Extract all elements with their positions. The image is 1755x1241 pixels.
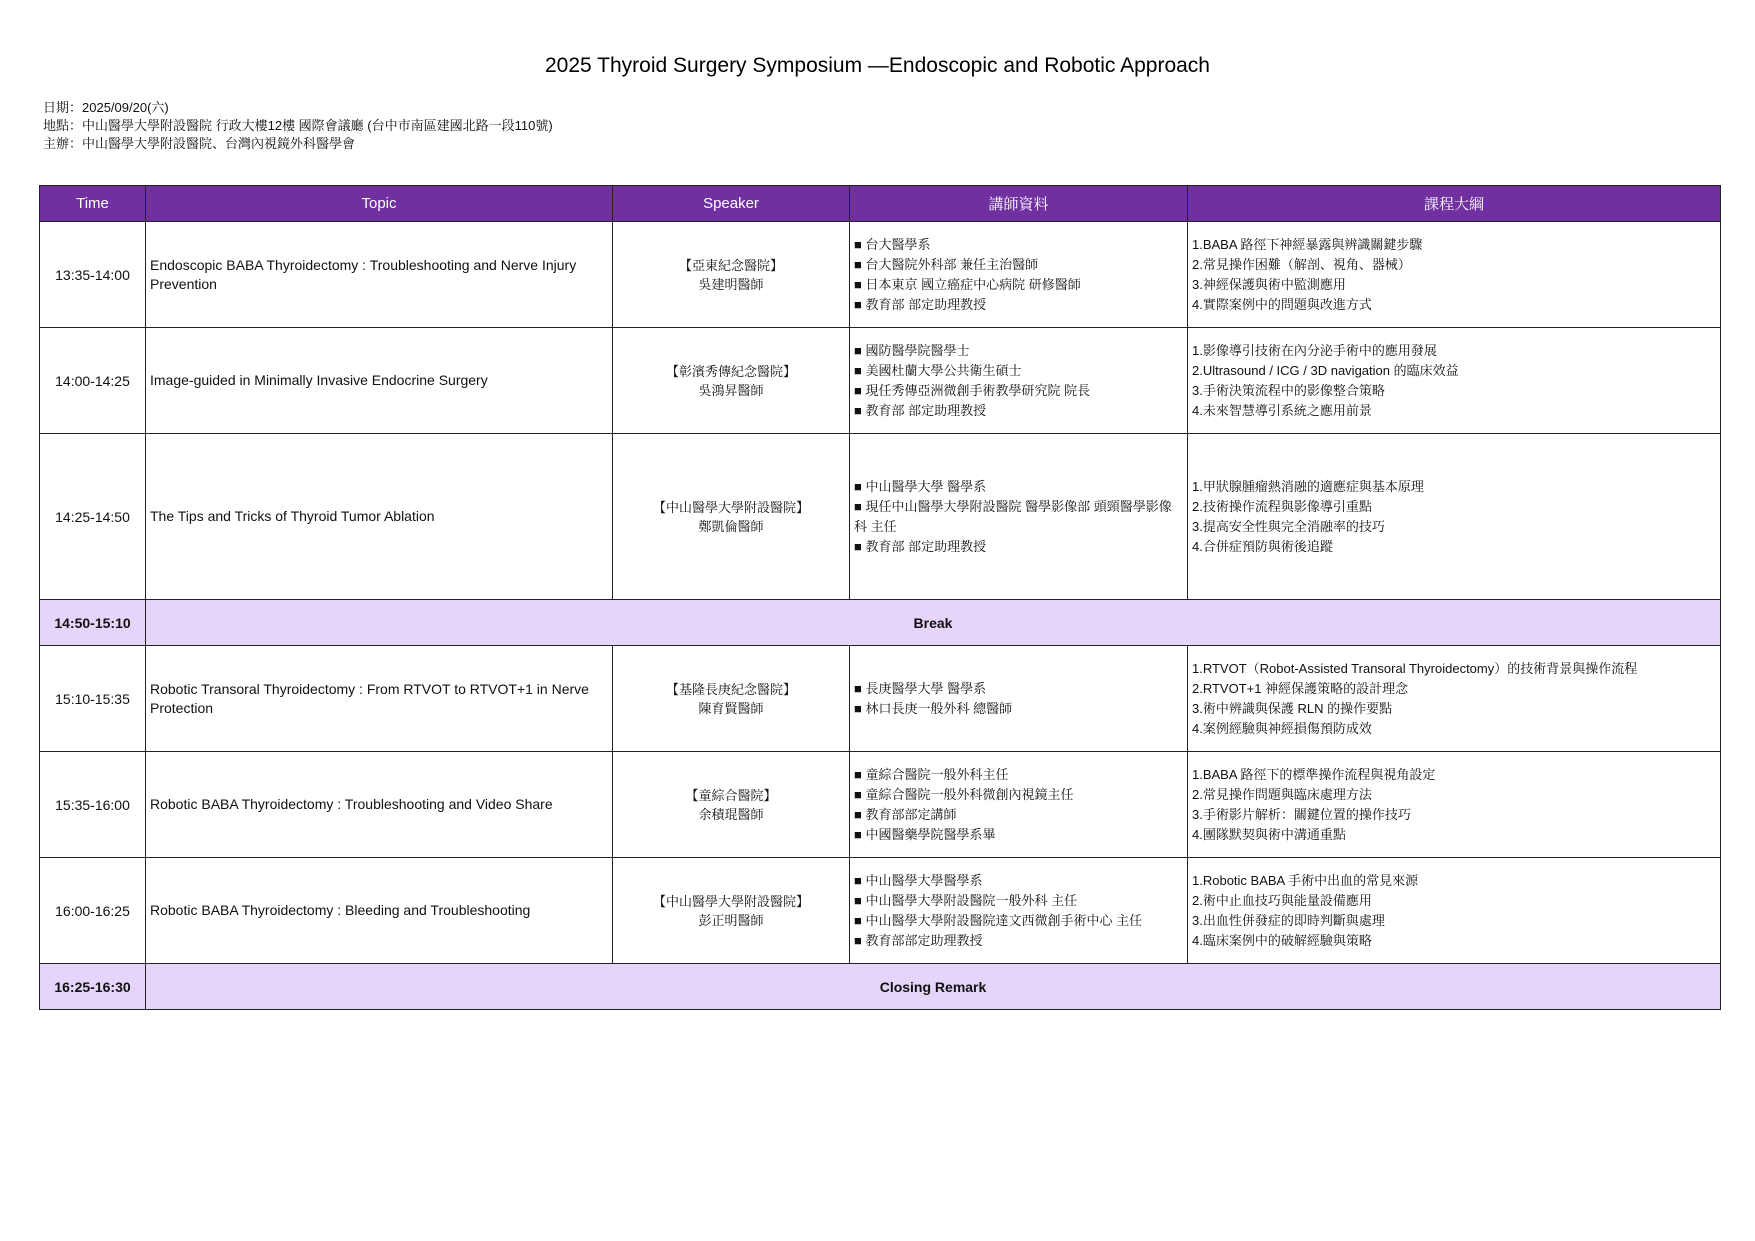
outline-line: 2.Ultrasound / ICG / 3D navigation 的臨床效益 [1192, 362, 1459, 378]
session-topic: Endoscopic BABA Thyroidectomy : Troubleshooting and Nerve Injury Prevention [146, 222, 613, 328]
break-time: 14:50-15:10 [40, 600, 146, 646]
bio-line: ■ 中山醫學大學醫學系 [854, 872, 983, 888]
bio-line: ■ 台大醫學系 [854, 236, 931, 252]
speaker-hospital: 【中山醫學大學附設醫院】 [652, 499, 809, 515]
bio-line: ■ 教育部 部定助理教授 [854, 296, 987, 312]
bio-line: ■ 教育部部定助理教授 [854, 932, 983, 948]
table-row [40, 858, 1721, 964]
session-speaker [613, 222, 850, 328]
speaker-bio [850, 222, 1188, 328]
outline-line: 4.團隊默契與術中溝通重點 [1192, 826, 1346, 842]
speaker-bio [850, 858, 1188, 964]
header-time: Time [40, 186, 146, 222]
course-outline [1188, 752, 1721, 858]
outline-line: 4.未來智慧導引系統之應用前景 [1192, 402, 1372, 418]
speaker-name: 吳建明醫師 [698, 276, 764, 292]
event-location: 地點：中山醫學大學附設醫院 行政大樓12樓 國際會議廳 (台中市南區建國北路一段110號) [43, 118, 553, 133]
bio-line: ■ 台大醫院外科部 兼任主治醫師 [854, 256, 1039, 272]
event-info [43, 99, 553, 153]
header-bio: 講師資料 [850, 186, 1188, 222]
page-title: 2025 Thyroid Surgery Symposium —Endoscopic and Robotic Approach [545, 54, 1210, 77]
course-outline [1188, 222, 1721, 328]
table-row [40, 328, 1721, 434]
outline-line: 2.常見操作困難（解剖、視角、器械） [1192, 256, 1411, 272]
session-time: 14:25-14:50 [40, 434, 146, 600]
break-label: Break [146, 600, 1721, 646]
session-speaker [613, 752, 850, 858]
bio-line: ■ 現任秀傳亞洲微創手術教學研究院 院長 [854, 382, 1091, 398]
table-row [40, 222, 1721, 328]
bio-line: ■ 日本東京 國立癌症中心病院 研修醫師 [854, 276, 1081, 292]
bio-line: ■ 國防醫學院醫學士 [854, 342, 970, 358]
speaker-hospital: 【基隆長庚紀念醫院】 [665, 681, 796, 697]
course-outline [1188, 434, 1721, 600]
table-row [40, 434, 1721, 600]
event-date: 日期：2025/09/20(六) [43, 100, 169, 115]
outline-line: 2.技術操作流程與影像導引重點 [1192, 498, 1372, 514]
speaker-hospital: 【亞東紀念醫院】 [678, 257, 783, 273]
speaker-hospital: 【彰濱秀傳紀念醫院】 [665, 363, 796, 379]
speaker-bio [850, 646, 1188, 752]
speaker-bio [850, 752, 1188, 858]
outline-line: 1.甲狀腺腫瘤熱消融的適應症與基本原理 [1192, 478, 1424, 494]
bio-line: ■ 中山醫學大學 醫學系 [854, 478, 987, 494]
table-row [40, 646, 1721, 752]
outline-line: 3.出血性併發症的即時判斷與處理 [1192, 912, 1385, 928]
outline-line: 3.手術影片解析：關鍵位置的操作技巧 [1192, 806, 1411, 822]
course-outline [1188, 328, 1721, 434]
bio-line: ■ 中山醫學大學附設醫院達文西微創手術中心 主任 [854, 912, 1143, 928]
session-speaker [613, 646, 850, 752]
bio-line: ■ 長庚醫學大學 醫學系 [854, 680, 987, 696]
session-topic: Robotic Transoral Thyroidectomy : From RTVOT to RTVOT+1 in Nerve Protection [146, 646, 613, 752]
outline-line: 1.影像導引技術在內分泌手術中的應用發展 [1192, 342, 1437, 358]
session-time: 13:35-14:00 [40, 222, 146, 328]
header-row [40, 186, 1721, 222]
session-speaker [613, 328, 850, 434]
course-outline [1188, 858, 1721, 964]
session-topic: Robotic BABA Thyroidectomy : Bleeding and Troubleshooting [146, 858, 613, 964]
course-outline [1188, 646, 1721, 752]
speaker-bio [850, 434, 1188, 600]
table-row [40, 752, 1721, 858]
speaker-name: 彭正明醫師 [698, 912, 764, 928]
speaker-bio [850, 328, 1188, 434]
speaker-hospital: 【中山醫學大學附設醫院】 [652, 893, 809, 909]
speaker-hospital: 【童綜合醫院】 [685, 787, 777, 803]
outline-line: 4.案例經驗與神經損傷預防成效 [1192, 720, 1372, 736]
bio-line: ■ 中山醫學大學附設醫院一般外科 主任 [854, 892, 1078, 908]
bio-line: ■ 教育部 部定助理教授 [854, 402, 987, 418]
speaker-name: 鄭凱倫醫師 [698, 518, 764, 534]
session-time: 15:35-16:00 [40, 752, 146, 858]
outline-line: 1.BABA 路徑下的標準操作流程與視角設定 [1192, 766, 1436, 782]
session-topic: Image-guided in Minimally Invasive Endocrine Surgery [146, 328, 613, 434]
session-time: 16:00-16:25 [40, 858, 146, 964]
outline-line: 1.BABA 路徑下神經暴露與辨識關鍵步驟 [1192, 236, 1423, 252]
session-topic: The Tips and Tricks of Thyroid Tumor Ablation [146, 434, 613, 600]
bio-line: ■ 林口長庚一般外科 總醫師 [854, 700, 1013, 716]
outline-line: 3.術中辨識與保護 RLN 的操作要點 [1192, 700, 1393, 716]
outline-line: 4.合併症預防與術後追蹤 [1192, 538, 1333, 554]
outline-line: 4.實際案例中的問題與改進方式 [1192, 296, 1372, 312]
session-time: 14:00-14:25 [40, 328, 146, 434]
closing-row [40, 964, 1721, 1010]
outline-line: 3.神經保護與術中監測應用 [1192, 276, 1346, 292]
break-row [40, 600, 1721, 646]
header-topic: Topic [146, 186, 613, 222]
outline-line: 4.臨床案例中的破解經驗與策略 [1192, 932, 1372, 948]
speaker-name: 陳育賢醫師 [698, 700, 764, 716]
outline-line: 3.提高安全性與完全消融率的技巧 [1192, 518, 1385, 534]
closing-label: Closing Remark [146, 964, 1721, 1010]
session-time: 15:10-15:35 [40, 646, 146, 752]
outline-line: 2.常見操作問題與臨床處理方法 [1192, 786, 1372, 802]
schedule-table [39, 185, 1721, 1010]
session-speaker [613, 858, 850, 964]
closing-time: 16:25-16:30 [40, 964, 146, 1010]
outline-line: 2.RTVOT+1 神經保護策略的設計理念 [1192, 680, 1409, 696]
session-speaker [613, 434, 850, 600]
header-speaker: Speaker [613, 186, 850, 222]
session-topic: Robotic BABA Thyroidectomy : Troubleshooting and Video Share [146, 752, 613, 858]
bio-line: ■ 中國醫藥學院醫學系畢 [854, 826, 996, 842]
outline-line: 1.RTVOT（Robot-Assisted Transoral Thyroidectomy）的技術背景與操作流程 [1192, 660, 1638, 676]
speaker-name: 吳鴻昇醫師 [698, 382, 764, 398]
outline-line: 2.術中止血技巧與能量設備應用 [1192, 892, 1372, 908]
header-outline: 課程大綱 [1188, 186, 1721, 222]
bio-line: ■ 美國杜蘭大學公共衛生碩士 [854, 362, 1022, 378]
bio-line: ■ 童綜合醫院一般外科微創內視鏡主任 [854, 786, 1074, 802]
bio-line: ■ 現任中山醫學大學附設醫院 醫學影像部 頭頸醫學影像科 主任 [854, 498, 1172, 534]
bio-line: ■ 童綜合醫院一般外科主任 [854, 766, 1009, 782]
bio-line: ■ 教育部 部定助理教授 [854, 538, 987, 554]
bio-line: ■ 教育部部定講師 [854, 806, 957, 822]
speaker-name: 余積琨醫師 [698, 806, 764, 822]
event-host: 主辦：中山醫學大學附設醫院、台灣內視鏡外科醫學會 [43, 136, 356, 151]
outline-line: 3.手術決策流程中的影像整合策略 [1192, 382, 1385, 398]
outline-line: 1.Robotic BABA 手術中出血的常見來源 [1192, 872, 1419, 888]
